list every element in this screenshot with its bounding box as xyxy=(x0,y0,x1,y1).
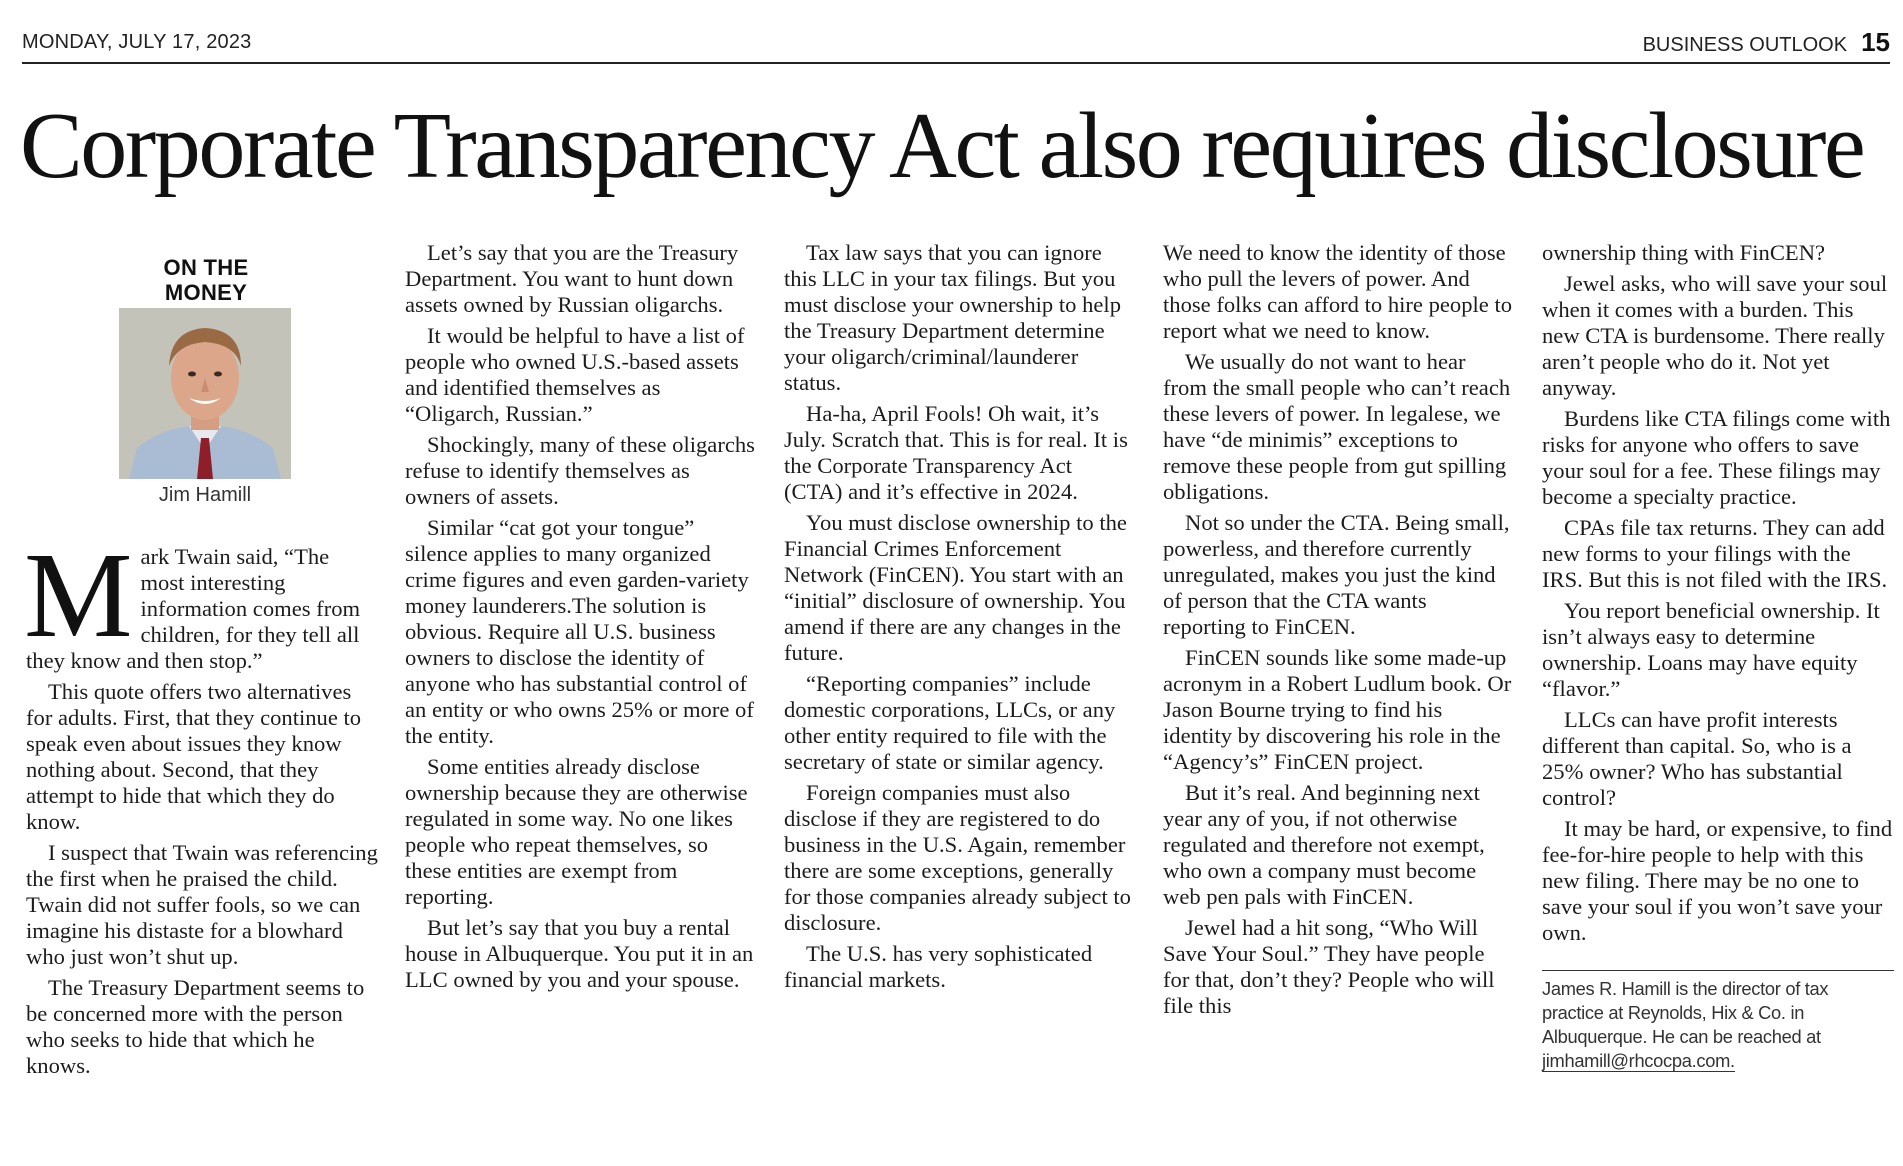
article-paragraph: Shockingly, many of these oligarchs refuse to identify themselves as owners of assets. xyxy=(405,432,755,509)
header-right xyxy=(1643,27,1890,58)
section-name: BUSINESS OUTLOOK xyxy=(1642,33,1848,56)
article-paragraph: You must disclose ownership to the Financial Crimes Enforcement Network (FinCEN). You start with an “initial” disclosure of ownership. You amend if there are any changes in the future. xyxy=(784,510,1127,665)
author-photo xyxy=(119,308,291,479)
drop-cap: M xyxy=(24,528,133,663)
paragraph-text: ark Twain said, “The most interesting information comes from children, for they tell all they know and then stop.” xyxy=(26,544,361,673)
article-paragraph: FinCEN sounds like some made-up acronym in a Robert Ludlum book. Or Jason Bourne trying to find his identity by discovering his role in the “Agency’s” FinCEN project. xyxy=(1163,645,1512,774)
column-kicker: ON THE MONEY xyxy=(163,255,249,305)
article-paragraph: Ha-ha, April Fools! Oh wait, it’s July. Scratch that. This is for real. It is the Corporate Transparency Act (CTA) and it’s effective in 2024. xyxy=(784,401,1128,504)
article-paragraph: We need to know the identity of those who pull the levers of power. And those folks can afford to hire people to report what we need to know. xyxy=(1163,240,1513,343)
article-paragraph: Some entities already disclose ownership because they are otherwise regulated in some way. No one likes people who repeat themselves, so these entities are exempt from reporting. xyxy=(405,754,748,909)
article-paragraph: I suspect that Twain was referencing the first when he praised the child. Twain did not suffer fools, so we can imagine his distaste for a blowhard who just won’t shut up. xyxy=(26,840,378,969)
article-paragraph: Tax law says that you can ignore this LLC in your tax filings. But you must disclose your ownership to help the Treasury Department determine your oligarch/criminal/launderer status. xyxy=(784,240,1121,395)
article-column-3 xyxy=(784,240,1136,998)
issue-date: MONDAY, JULY 17, 2023 xyxy=(22,30,252,53)
page-number: 15 xyxy=(1861,26,1890,57)
article-column-4 xyxy=(1163,240,1515,1024)
article-paragraph: You report beneficial ownership. It isn’t always easy to determine ownership. Loans may have equity “flavor.” xyxy=(1542,598,1880,701)
article-paragraph: It would be helpful to have a list of people who owned U.S.-based assets and identified themselves as “Oligarch, Russian.” xyxy=(405,323,745,426)
bio-text: James R. Hamill is the director of tax practice at Reynolds, Hix & Co. in Albuquerque. He can be reached at xyxy=(1542,978,1829,1047)
article-paragraph: But let’s say that you buy a rental house in Albuquerque. You put it in an LLC owned by you and your spouse. xyxy=(405,915,754,992)
article-paragraph: Let’s say that you are the Treasury Department. You want to hunt down assets owned by Russian oligarchs. xyxy=(405,240,739,317)
article-paragraph: The Treasury Department seems to be concerned more with the person who seeks to hide that which he knows. xyxy=(26,975,365,1078)
article-column-2 xyxy=(405,240,757,998)
headline: Corporate Transparency Act also requires disclosure xyxy=(20,94,1864,198)
article-paragraph: ownership thing with FinCEN? xyxy=(1542,240,1826,265)
lead-paragraph xyxy=(24,528,378,674)
article-paragraph: The U.S. has very sophisticated financial markets. xyxy=(784,941,1093,992)
article-paragraph: Similar “cat got your tongue” silence applies to many organized crime figures and even garden-variety money launderers.The solution is obvious. Require all U.S. business owners to disclose the identity of anyone who has substantial control of an entity or who owns 25% or more of the entity. xyxy=(405,515,754,748)
article-paragraph: Foreign companies must also disclose if they are registered to do business in the U.S. Again, remember there are some exceptions, generally for those companies already subject to disclosure. xyxy=(784,780,1131,935)
article-paragraph: Jewel had a hit song, “Who Will Save Your Soul.” They have people for that, don’t they? People who will file this xyxy=(1163,915,1495,1018)
article-paragraph: We usually do not want to hear from the small people who can’t reach these levers of power. In legalese, we have “de minimis” exceptions to remove these people from gut spilling obligations. xyxy=(1163,349,1511,504)
article-paragraph: Burdens like CTA filings come with risks for anyone who offers to save your soul for a fee. These filings may become a specialty practice. xyxy=(1542,406,1891,509)
author-bio xyxy=(1542,970,1894,1073)
portrait-illustration xyxy=(119,308,291,479)
article-paragraph: But it’s real. And beginning next year any of you, if not otherwise regulated and therefore not exempt, who own a company must become web pen pals with FinCEN. xyxy=(1163,780,1485,909)
page-header xyxy=(22,22,1890,64)
article-column-1 xyxy=(24,528,378,1084)
author-caption: Jim Hamill xyxy=(158,484,252,506)
article-paragraph: Jewel asks, who will save your soul when it comes with a burden. This new CTA is burdensome. There really aren’t people who do it. Not yet anyway. xyxy=(1542,271,1888,400)
article-paragraph: CPAs file tax returns. They can add new forms to your filings with the IRS. But this is not filed with the IRS. xyxy=(1542,515,1888,592)
article-paragraph: “Reporting companies” include domestic corporations, LLCs, or any other entity required to file with the secretary of state or similar agency. xyxy=(784,671,1116,774)
article-paragraph: This quote offers two alternatives for adults. First, that they continue to speak even about issues they know nothing about. Second, that they attempt to hide that which they do know. xyxy=(26,679,362,834)
article-paragraph: LLCs can have profit interests different than capital. So, who is a 25% owner? Who has substantial control? xyxy=(1542,707,1852,810)
article-column-5 xyxy=(1542,240,1894,1073)
author-email-link[interactable]: jimhamill@rhcocpa.com. xyxy=(1542,1050,1735,1071)
article-paragraph: It may be hard, or expensive, to find fee-for-hire people to help with this new filing. There may be no one to save your soul if you won’t save your own. xyxy=(1542,816,1893,945)
article-paragraph: Not so under the CTA. Being small, powerless, and therefore currently unregulated, makes you just the kind of person that the CTA wants reporting to FinCEN. xyxy=(1163,510,1510,639)
